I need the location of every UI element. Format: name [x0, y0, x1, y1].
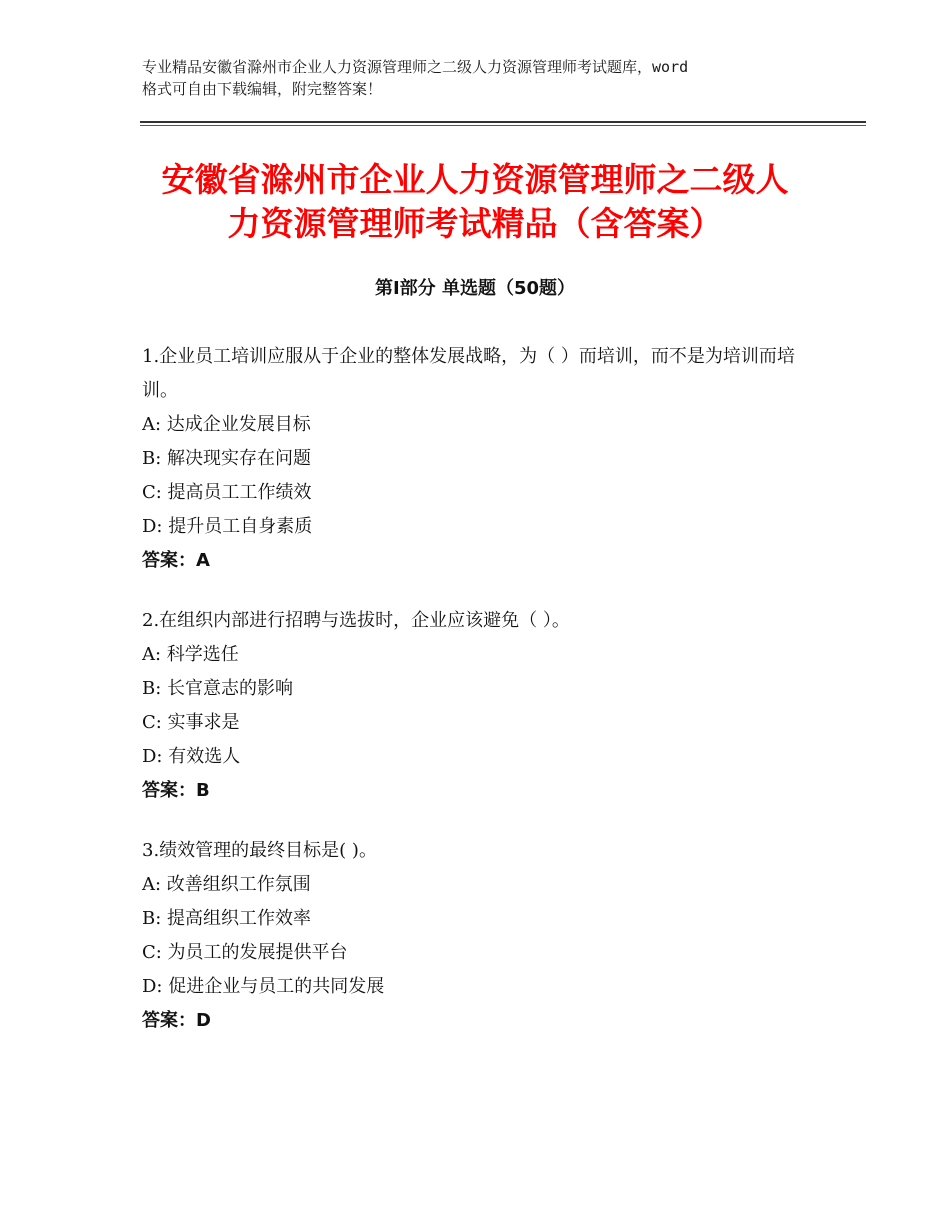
option-a: A: 达成企业发展目标 — [142, 414, 311, 435]
option-d: D: 提升员工自身素质 — [142, 516, 313, 537]
option-b: B: 长官意志的影响 — [142, 678, 294, 699]
question-3 — [142, 834, 822, 1038]
header-note — [142, 56, 822, 100]
question-stem: 1.企业员工培训应服从于企业的整体发展战略，为（ ）而培训，而不是为培训而培训。 — [142, 346, 795, 401]
document-title-line-2: 力资源管理师考试精品（含答案） — [227, 204, 723, 243]
document-title — [140, 158, 810, 246]
option-d: D: 促进企业与员工的共同发展 — [142, 976, 385, 997]
question-stem: 2.在组织内部进行招聘与选拔时，企业应该避免（ ）。 — [142, 610, 570, 631]
option-d: D: 有效选人 — [142, 746, 241, 767]
document-title-line-1: 安徽省滁州市企业人力资源管理师之二级人 — [161, 160, 789, 199]
answer-line: 答案：D — [142, 1010, 211, 1031]
option-b: B: 提高组织工作效率 — [142, 908, 312, 929]
question-2 — [142, 604, 822, 808]
option-a: A: 科学选任 — [142, 644, 239, 665]
question-stem: 3.绩效管理的最终目标是( )。 — [142, 840, 377, 861]
answer-line: 答案：A — [142, 550, 210, 571]
header-divider-thin — [140, 125, 866, 126]
question-1 — [142, 340, 822, 578]
header-note-line-1: 专业精品安徽省滁州市企业人力资源管理师之二级人力资源管理师考试题库，word — [142, 58, 689, 76]
section-title: 第Ⅰ部分 单选题（50题） — [374, 278, 575, 299]
option-a: A: 改善组织工作氛围 — [142, 874, 311, 895]
answer-line: 答案：B — [142, 780, 210, 801]
option-c: C: 实事求是 — [142, 712, 240, 733]
option-b: B: 解决现实存在问题 — [142, 448, 312, 469]
header-note-line-2: 格式可自由下载编辑，附完整答案！ — [142, 80, 383, 98]
question-list — [142, 340, 822, 1064]
header-divider-thick — [140, 121, 866, 123]
option-c: C: 提高员工工作绩效 — [142, 482, 312, 503]
option-c: C: 为员工的发展提供平台 — [142, 942, 348, 963]
